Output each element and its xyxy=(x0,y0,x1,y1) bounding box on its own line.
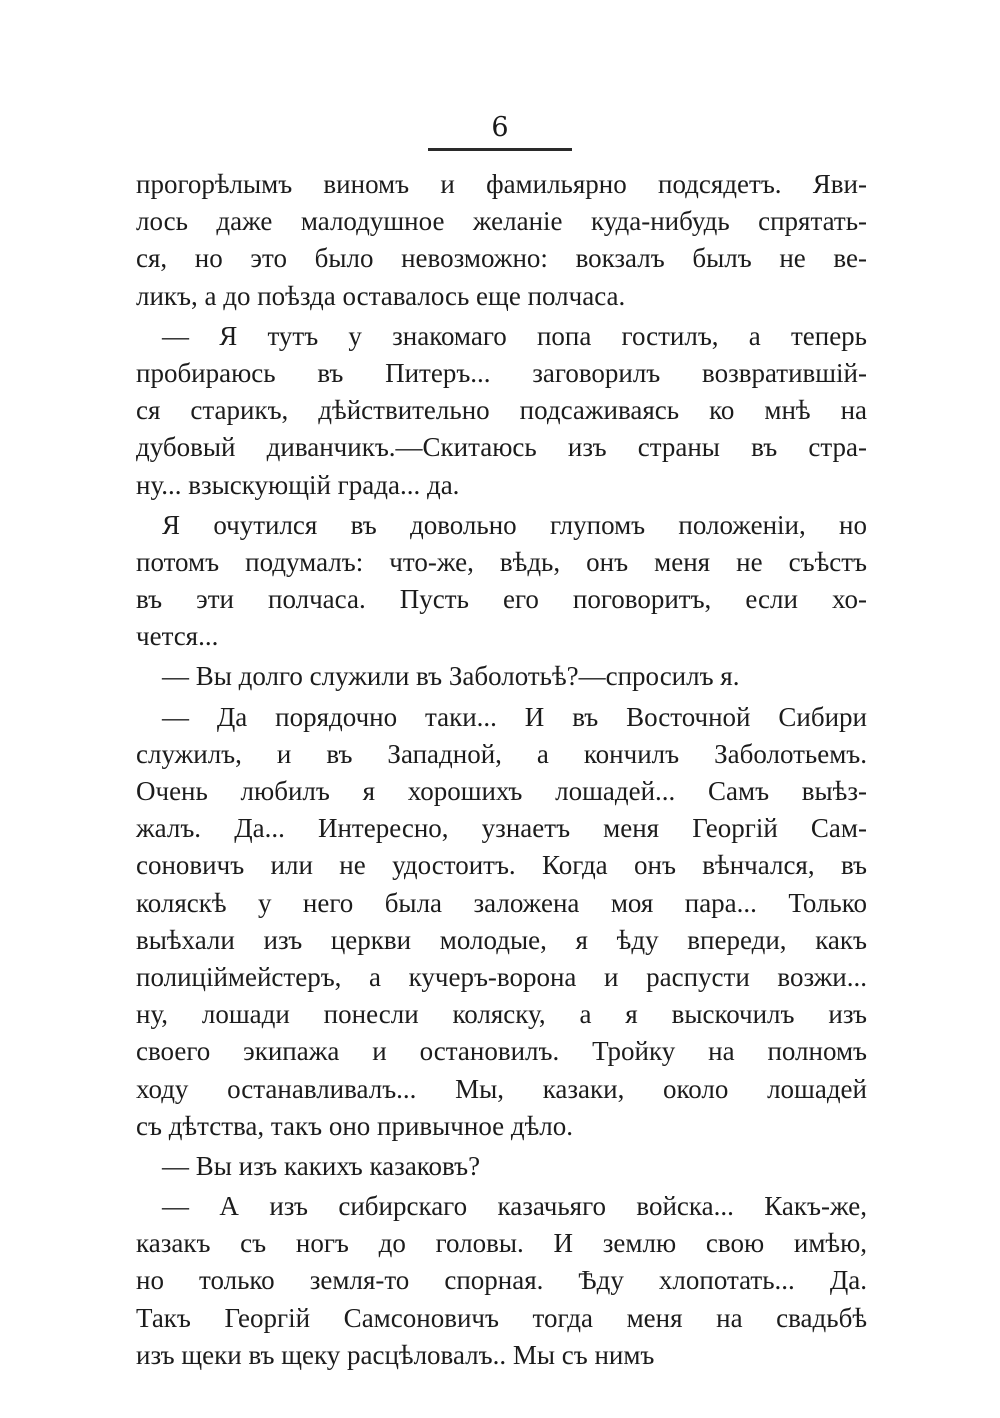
text-line: выѣхали изъ церкви молодые, я ѣду впереди, какъ xyxy=(136,924,867,955)
paragraph xyxy=(136,1148,867,1185)
text-line: — А изъ сибирскаго казачьяго войска... Какъ-же, xyxy=(162,1191,867,1222)
paragraph xyxy=(136,507,867,656)
text-line: чется... xyxy=(136,621,219,652)
paragraph xyxy=(136,658,867,695)
text-line: пробираюсь въ Питеръ... заговорилъ возвратившій- xyxy=(136,357,867,388)
text-line: своего экипажа и остановилъ. Тройку на полномъ xyxy=(136,1036,867,1067)
paragraph xyxy=(136,1188,867,1374)
text-line: коляскѣ у него была заложена моя пара... Только xyxy=(136,887,867,918)
body-text xyxy=(136,166,867,1374)
text-line: съ дѣтства, такъ оно привычное дѣло. xyxy=(136,1110,574,1141)
text-line: ну, лошади понесли коляску, а я выскочилъ изъ xyxy=(136,999,867,1030)
text-line: прогорѣлымъ виномъ и фамильярно подсядетъ. Яви- xyxy=(136,169,867,199)
header-rule xyxy=(428,148,572,151)
text-line: служилъ, и въ Западной, а кончилъ Заболотьемъ. xyxy=(136,738,867,769)
text-line: Очень любилъ я хорошихъ лошадей... Самъ выѣз- xyxy=(136,776,867,806)
paragraph xyxy=(136,166,867,315)
text-line: ликъ, а до поѣзда оставалось еще полчаса. xyxy=(136,280,626,311)
text-line: ну... взыскующій града... да. xyxy=(136,469,460,500)
text-line: Я очутился въ довольно глупомъ положеніи, но xyxy=(162,509,867,540)
text-line: но только земля-то спорная. Ѣду хлопотать... Да. xyxy=(136,1265,867,1296)
text-line: лось даже малодушное желаніе куда-нибудь спрятать- xyxy=(136,206,867,237)
text-line: — Вы долго служили въ Заболотьѣ?—спросилъ я. xyxy=(162,661,740,692)
text-line: казакъ съ ногъ до головы. И землю свою имѣю, xyxy=(136,1228,867,1259)
text-line: изъ щеки въ щеку расцѣловалъ.. Мы съ нимъ xyxy=(136,1339,655,1370)
text-line: ся старикъ, дѣйствительно подсаживаясь ко мнѣ на xyxy=(136,395,867,426)
paragraph xyxy=(136,699,867,1145)
text-line: — Да порядочно таки... И въ Восточной Сибири xyxy=(162,701,867,732)
text-line: соновичъ или не удостоитъ. Когда онъ вѣнчался, въ xyxy=(136,850,867,881)
text-line: — Вы изъ какихъ казаковъ? xyxy=(162,1150,481,1181)
page-number: 6 xyxy=(491,112,509,143)
text-line: ся, но это было невозможно: вокзалъ былъ не ве- xyxy=(136,243,867,274)
text-line: потомъ подумалъ: что-же, вѣдь, онъ меня не съѣстъ xyxy=(136,546,867,577)
paragraph xyxy=(136,318,867,504)
text-line: Такъ Георгій Самсоновичъ тогда меня на свадьбѣ xyxy=(136,1302,867,1333)
text-line: въ эти полчаса. Пусть его поговоритъ, если хо- xyxy=(136,584,867,615)
text-line: дубовый диванчикъ.—Скитаюсь изъ страны въ стра- xyxy=(136,432,867,463)
text-line: — Я тутъ у знакомаго попа гостилъ, а теперь xyxy=(162,320,867,351)
text-line: жалъ. Да... Интересно, узнаетъ меня Георгій Сам- xyxy=(136,813,867,844)
text-line: ходу останавливалъ... Мы, казаки, около лошадей xyxy=(136,1073,867,1104)
text-line: полиціймейстеръ, а кучеръ-ворона и распусти возжи... xyxy=(136,961,867,992)
